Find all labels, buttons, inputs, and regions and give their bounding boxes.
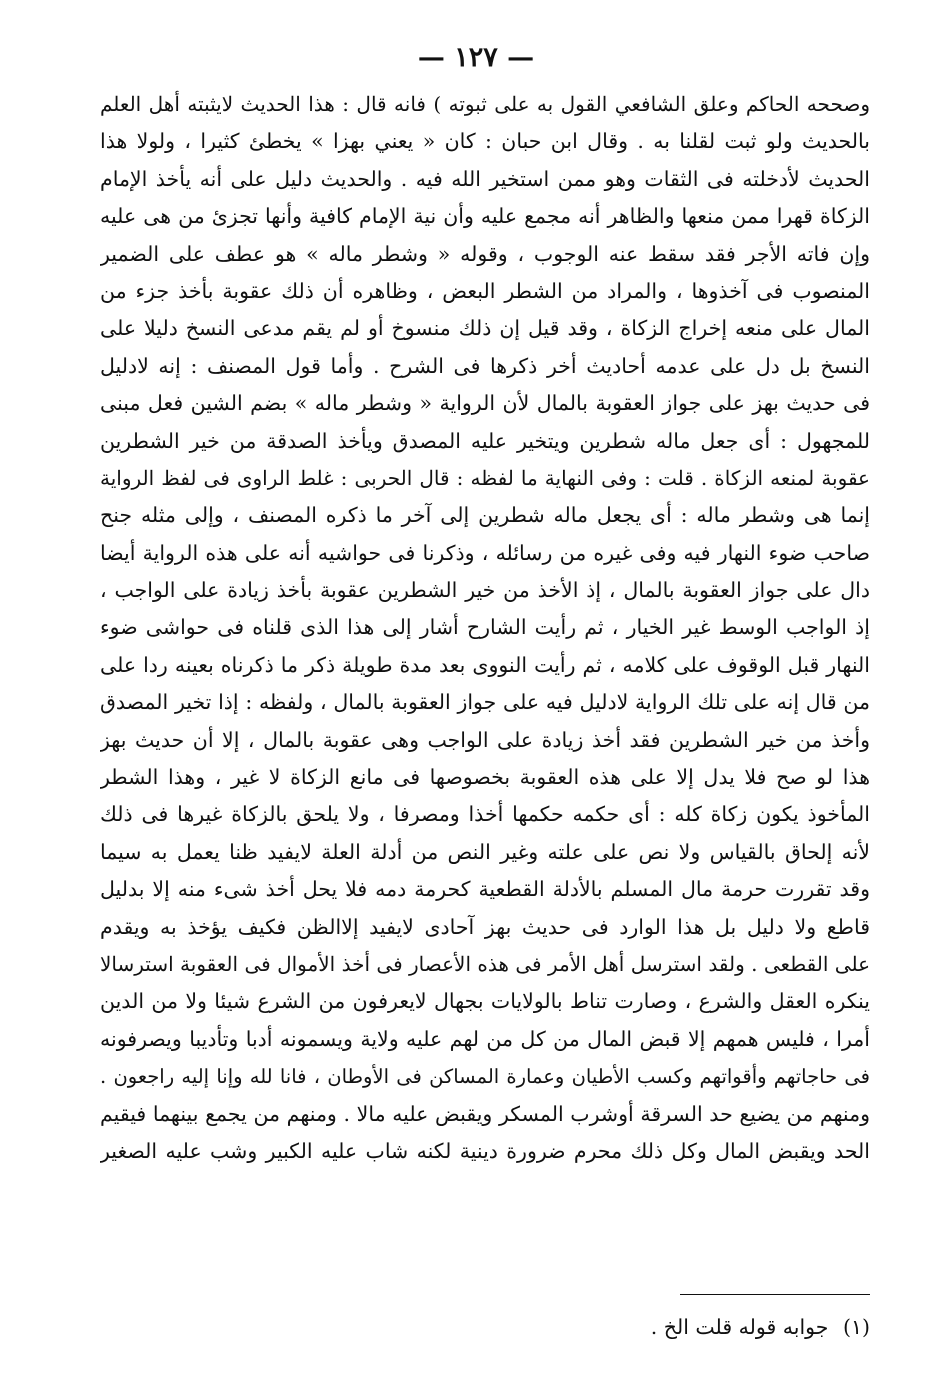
text-line: على القطعى . ولقد استرسل أهل الأمر فى هذه الأعصار فى أخذ الأموال فى العقوبة استرسالا bbox=[100, 951, 870, 976]
text-line: وقد تقررت حرمة مال المسلم بالأدلة القطعية كحرمة دمه فلا يحل أخذ شىء منه إلا بدليل bbox=[100, 877, 870, 902]
text-line: إنما هى وشطر ماله : أى يجعل ماله شطرين إلى آخر ما ذكره المصنف ، وإلى مثله جنح bbox=[100, 503, 870, 528]
text-line: لأنه إلحاق بالقياس ولا نص على علته وغير النص من أدلة العلة لايفيد ظنا يعمل به سيما bbox=[100, 839, 870, 864]
text-line: فى حديث بهز على جواز العقوبة بالمال لأن الرواية « وشطر ماله » بضم الشين فعل مبنى bbox=[100, 391, 870, 416]
text-line: النهار قبل الوقوف على كلامه ، ثم رأيت النووى بعد مدة طويلة ذكر ما ذكرناه بعينه ردا على bbox=[100, 652, 870, 677]
text-line: المال على منعه إخراج الزكاة ، وقد قيل إن ذلك منسوخ أو لم يقم مدعى النسخ دليلا على bbox=[100, 316, 870, 341]
footnote-text: جوابه قوله قلت الخ . bbox=[650, 1315, 829, 1339]
text-line: صاحب ضوء النهار فيه وفى غيره من رسائله ، وذكرنا فى حواشيه أنه على هذه الرواية أيضا bbox=[100, 540, 870, 565]
text-line: وإن فاته الأجر فقد سقط عنه الوجوب ، وقوله « وشطر ماله » هو عطف على الضمير bbox=[100, 241, 870, 266]
text-line: الزكاة قهرا ممن منعها والظاهر أنه مجمع عليه وأن نية الإمام كافية وأنها تجزئ من هى عليه bbox=[100, 204, 870, 229]
text-line: أمرا ، فليس همهم إلا قبض المال من كل من لهم عليه ولاية ويسمونه أدبا وتأديبا ويصرفونه bbox=[100, 1026, 870, 1051]
text-line: ينكره العقل والشرع ، وصارت تناط بالولايات بجهال لايعرفون من الشرع شيئا ولا من الدين bbox=[100, 989, 870, 1014]
text-line: ومنهم من يضيع حد السرقة أوشرب المسكر ويقبض عليه مالا . ومنهم من يجمع بينهما فيقيم bbox=[100, 1101, 870, 1126]
text-line: الحديث لأدخلته فى الثقات وهو ممن استخير الله فيه . والحديث دليل على أنه يأخذ الإمام bbox=[100, 166, 870, 191]
text-line: فى حاجاتهم وأقواتهم وكسب الأطيان وعمارة المساكن فى الأوطان ، فانا لله وإنا إليه راجعون . bbox=[100, 1065, 870, 1089]
text-line: دال على جواز العقوبة بالمال ، إذ الأخذ من خير الشطرين عقوبة بأخذ زيادة على الواجب ، bbox=[100, 578, 870, 603]
footnote bbox=[560, 1312, 870, 1342]
text-line: المنصوب فى آخذوها ، والمراد من الشطر البعض ، وظاهره أن ذلك عقوبة بأخذ جزء من bbox=[100, 278, 870, 303]
text-line: للمجهول : أى جعل ماله شطرين ويتخير عليه المصدق ويأخذ الصدقة من خير الشطرين bbox=[100, 428, 870, 453]
page-number: — ١٢٧ — bbox=[417, 42, 535, 73]
text-line: قاطع ولا دليل بل هذا الوارد فى حديث بهز آحادى لايفيد إلاالظن فكيف يؤخذ به ويقدم bbox=[100, 914, 870, 939]
text-line: عقوبة لمنعه الزكاة . قلت : وفى النهاية ما لفظه : قال الحربى : غلط الراوى فى لفظ الرواية bbox=[100, 465, 870, 490]
text-line: من قال إنه على تلك الرواية لادليل فيه على جواز العقوبة بالمال ، ولفظه : إذا تخير المصدق bbox=[100, 690, 870, 715]
text-line: المأخوذ يكون زكاة كله : أى حكمه حكمها أخذا ومصرفا ، ولا يلحق بالزكاة غيرها فى ذلك bbox=[100, 802, 870, 827]
body-text bbox=[100, 86, 870, 1170]
text-line: وأخذ من خير الشطرين فقد أخذ زيادة على الواجب وهى عقوبة بالمال ، إلا أن حديث بهز bbox=[100, 727, 870, 752]
footnote-divider bbox=[680, 1294, 870, 1295]
text-line: النسخ بل دل على عدمه أحاديث أخر ذكرها فى الشرح . وأما قول المصنف : إنه لادليل bbox=[100, 353, 870, 378]
text-line: وصححه الحاكم وعلق الشافعي القول به على ثبوته ) فانه قال : هذا الحديث لايثبته أهل العلم bbox=[100, 92, 870, 116]
footnote-marker: (١) bbox=[842, 1315, 870, 1339]
text-line: بالحديث ولو ثبت لقلنا به . وقال ابن حبان : كان « يعني بهزا » يخطئ كثيرا ، ولولا هذا bbox=[100, 129, 870, 154]
text-line: هذا لو صح فلا يدل إلا على هذه العقوبة بخصوصها فى مانع الزكاة لا غير ، وهذا الشطر bbox=[100, 765, 870, 790]
text-line: إذ الواجب الوسط غير الخيار ، ثم رأيت الشارح أشار إلى هذا الذى قلناه فى حواشى ضوء bbox=[100, 615, 870, 640]
text-line: الحد ويقبض المال وكل ذلك محرم ضرورة دينية لكنه شاب عليه الكبير وشب عليه الصغير bbox=[100, 1138, 870, 1163]
